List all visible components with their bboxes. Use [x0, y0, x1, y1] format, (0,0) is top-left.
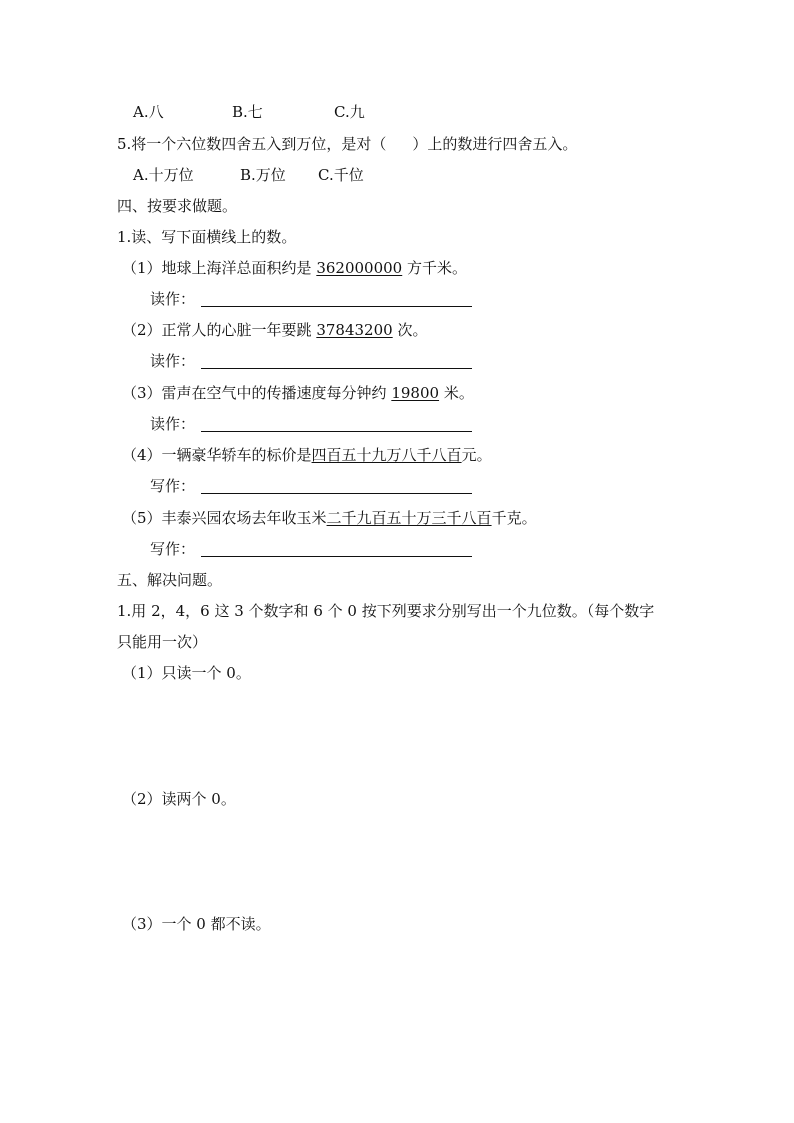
option-c: C.九 — [334, 103, 365, 121]
sub-question-2: （2）读两个 0。 — [122, 790, 236, 808]
item-5-prefix: （5）丰泰兴园农场去年收玉米 — [122, 509, 327, 527]
item-5-answer-label: 写作： — [150, 540, 196, 558]
section-5-q1-line1: 1.用 2，4，6 这 3 个数字和 6 个 0 按下列要求分别写出一个九位数。（每个数字 — [117, 602, 655, 620]
item-4-number: 四百五十九万八千八百 — [311, 446, 462, 464]
item-3-suffix: 米。 — [439, 384, 474, 402]
item-3-answer-line[interactable] — [201, 431, 472, 432]
item-2-answer-line[interactable] — [201, 368, 472, 369]
item-1 — [122, 258, 467, 278]
item-2-number: 37843200 — [316, 321, 393, 339]
item-4-answer-label: 写作： — [150, 477, 196, 495]
q5-option-c: C.千位 — [318, 166, 364, 184]
item-4 — [122, 445, 492, 465]
section-5-q1-line2: 只能用一次） — [117, 633, 208, 651]
question-5-prefix: 5.将一个六位数四舍五入到万位，是对（ — [117, 135, 387, 153]
item-1-suffix: 方千米。 — [402, 259, 468, 277]
item-5-suffix: 千克。 — [491, 509, 537, 527]
section-4-q1-title: 1.读、写下面横线上的数。 — [117, 228, 297, 246]
item-2-prefix: （2）正常人的心脏一年要跳 — [122, 321, 317, 339]
item-1-answer-label: 读作： — [150, 290, 196, 308]
item-3-answer-label: 读作： — [150, 415, 196, 433]
sub-question-3: （3）一个 0 都不读。 — [122, 915, 271, 933]
section-4-heading: 四、按要求做题。 — [117, 197, 238, 215]
item-2-answer-label: 读作： — [150, 352, 196, 370]
item-1-prefix: （1）地球上海洋总面积约是 — [122, 259, 317, 277]
item-1-number: 362000000 — [316, 259, 403, 277]
question-5-suffix: ）上的数进行四舍五入。 — [412, 135, 578, 153]
item-2 — [122, 320, 427, 340]
item-2-suffix: 次。 — [392, 321, 428, 339]
item-5-answer-line[interactable] — [201, 556, 472, 557]
q5-option-b: B.万位 — [240, 166, 286, 184]
section-5-heading: 五、解决问题。 — [117, 571, 223, 589]
item-5 — [122, 508, 537, 528]
item-5-number: 二千九百五十万三千八百 — [326, 509, 492, 527]
q5-option-a: A.十万位 — [133, 166, 194, 184]
option-b: B.七 — [232, 103, 263, 121]
item-3 — [122, 383, 474, 403]
item-4-prefix: （4）一辆豪华轿车的标价是 — [122, 446, 312, 464]
item-4-answer-line[interactable] — [201, 493, 472, 494]
option-a: A.八 — [133, 103, 164, 121]
item-3-number: 19800 — [391, 384, 440, 402]
item-4-suffix: 元。 — [461, 446, 492, 464]
item-3-prefix: （3）雷声在空气中的传播速度每分钟约 — [122, 384, 392, 402]
item-1-answer-line[interactable] — [201, 306, 472, 307]
sub-question-1: （1）只读一个 0。 — [122, 664, 251, 682]
question-5 — [117, 134, 577, 154]
